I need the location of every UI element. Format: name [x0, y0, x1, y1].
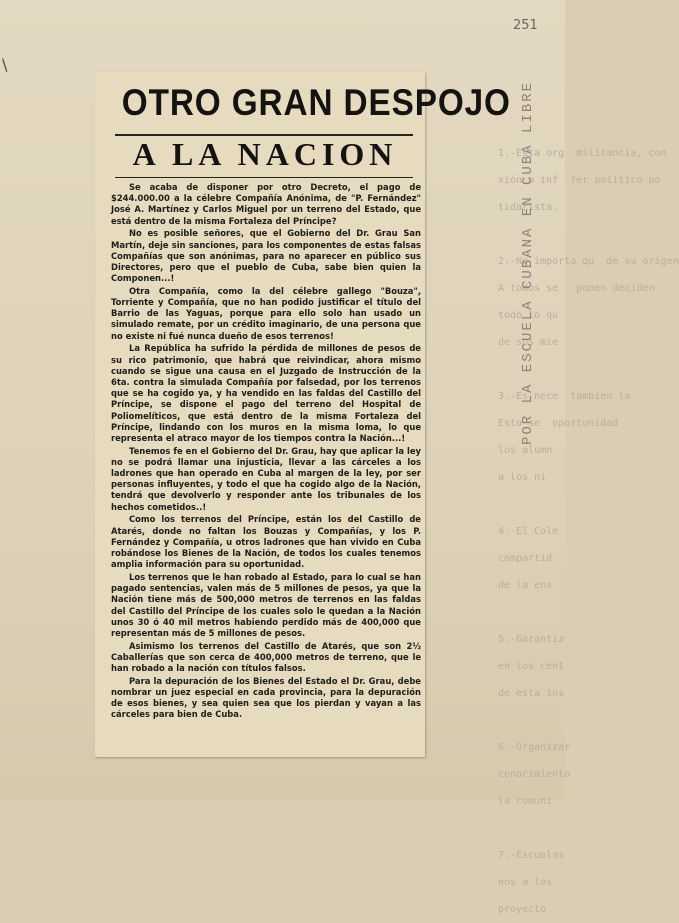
side-stamp-text: POR LA ESCUELA CUBANA EN CUBA LIBRE	[520, 80, 536, 445]
article-paragraph: Como los terrenos del Príncipe, están los del Castillo de Atarés, donde no faltan los Bouzas y Compañías, y los P. Fernández y Compañía, u otros ladrones que han vivido en Cuba robándose los Bienes de la Nación, de todos los cuales tenemos amplia información para su oportunidad.	[111, 514, 421, 570]
margin-mark: \	[2, 55, 8, 74]
article-paragraph: Tenemos fe en el Gobierno del Dr. Grau, hay que aplicar la ley no se podrá llamar una injusticia, llevar a las cárceles a los ladrones que han operado en Cuba al margen de la ley, por ser personas influyentes, y todo el que ha cogido algo de la Nación, tendrá que devolverlo y responder ante los tribunales de los hechos cometidos..!	[111, 445, 421, 512]
bleed-through-text: 1.-Esta org militancia, con xión o inf fer político po tidarista. 2.-No importa qu de su origen A todos se ponen deciden todo lo qu de sus mie 3.-Es nece tambien la Esto se oportunidad los alumn a los ni 4.-El Cole compartid de la ens 5.-Garantiz en los cent de esta ins 6.-Organizar conocimiento la comuni 7.-Escuelas nos a los proyecto	[498, 148, 679, 915]
headline-divider-lower	[115, 177, 413, 178]
article-paragraph: Asimismo los terrenos del Castillo de Atarés, que son 2½ Caballerías que son cerca de 400,000 metros de terreno, que le han robado a la nación con títulos falsos.	[111, 640, 421, 674]
headline-line-2: A LA NACION	[132, 136, 398, 172]
article-paragraph: La República ha sufrido la pérdida de millones de pesos de su rico patrimonio, que habrá que reivindicar, ahora mismo cuando se sigue una causa en el Juzgado de Instrucción de la 6ta. contra la simulada Compañía por falsedad, por los terrenos que se ha cogido ya, y ha vendido en las faldas del Castillo del Príncipe, se dispone el pago del terreno del Hospital de Poliomelíticos, que está dentro de la misma Fortaleza del Príncipe, lindando con los muros en la misma loma, lo que representa el atraco mayor de los tiempos contra la Nación...!	[111, 343, 421, 443]
article-paragraph: Para la depuración de los Bienes del Estado el Dr. Grau, debe nombrar un juez especial en cada provincia, para la depuración de esos bienes, y sea quien sea que los pierdan y vayan a las cárceles para bien de Cuba.	[111, 675, 421, 720]
article-paragraph: Se acaba de disponer por otro Decreto, el pago de $244.000.00 a la célebre Compañía Anónima, de "P. Fernández" José A. Martínez y Carlos Miguel por un terreno del Estado, que está dentro de la misma Fortaleza del Príncipe?	[111, 182, 421, 226]
headline-line-1: OTRO GRAN DESPOJO	[121, 82, 511, 123]
article-paragraph: No es posible señores, que el Gobierno del Dr. Grau San Martín, deje sin sanciones, para los componentes de estas falsas Compañías que son anónimas, para no aparecer en público sus Directores, pero que el pueblo de Cuba, sabe bien quien la Componen...!	[111, 228, 421, 284]
page-number: 251	[513, 18, 538, 33]
article-paragraph: Otra Compañía, como la del célebre gallego "Bouza", Torriente y Compañía, que no han podido justificar el título del Barrio de las Yaguas, porque para ello solo han usado un simulado remate, por un crédito imaginario, de una persona que no existe ni fué nunca dueño de esos terrenos!	[111, 285, 421, 341]
article-body	[111, 182, 421, 752]
article-paragraph: Los terrenos que le han robado al Estado, para lo cual se han pagado sentencias, valen más de 5 millones de pesos, ya que la Nación tiene más de 500,000 metros de terrenos en las faldas del Castillo del Príncipe de los cuales solo le quedan a la Nación unos 30 ó 40 mil metros habiendo perdido más de 400,000 que representan más de 5 millones de pesos.	[111, 571, 421, 638]
